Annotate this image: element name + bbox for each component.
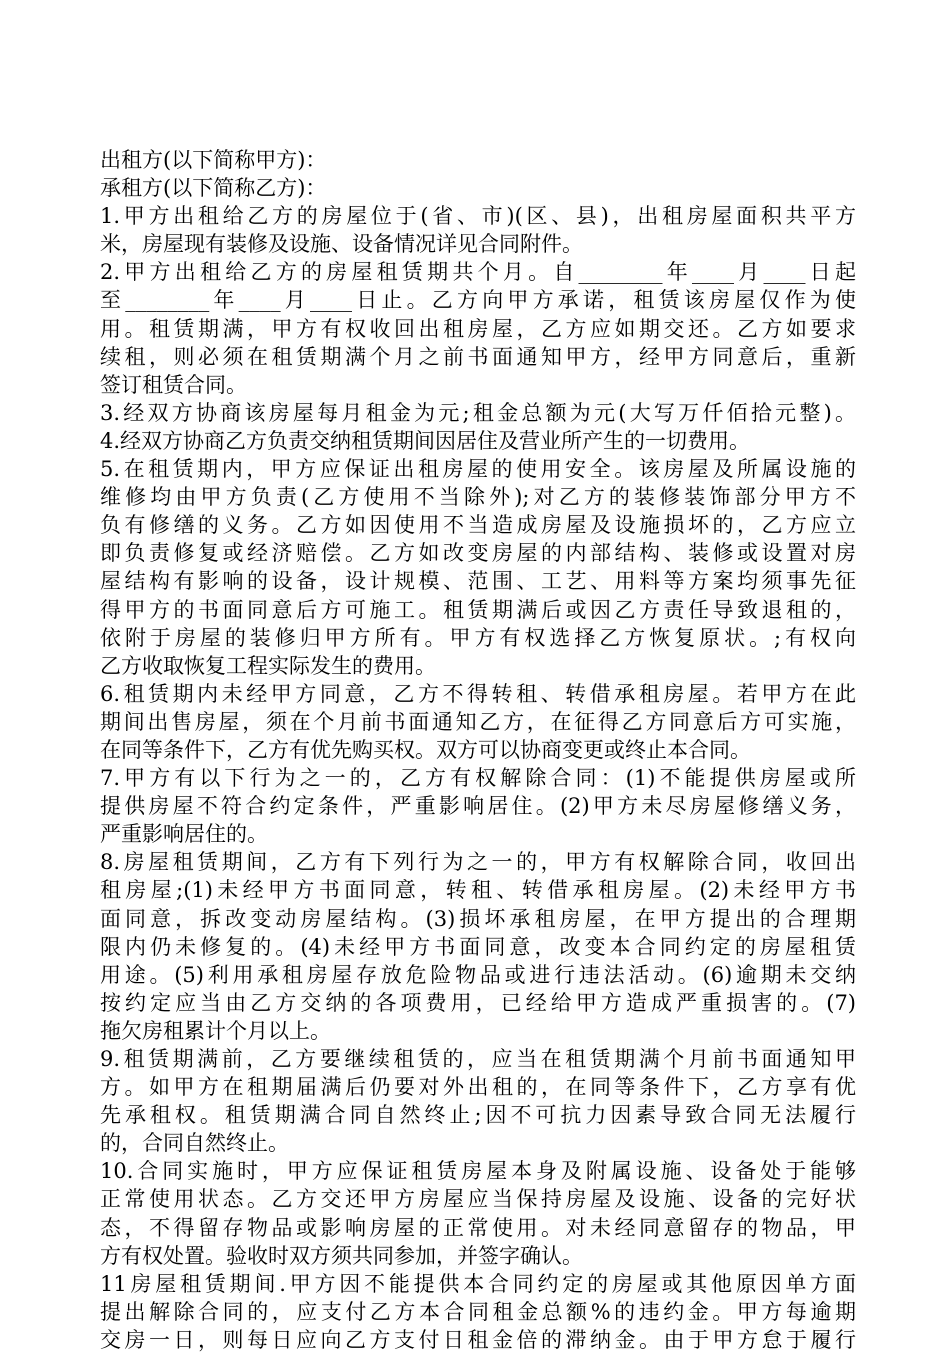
text-line: 租房屋;(1)未经甲方书面同意，转租、转借承租房屋。(2)未经甲方书: [100, 878, 856, 903]
text-line: 先承租权。租赁期满合同自然终止;因不可抗力因素导致合同无法履行: [100, 1103, 856, 1128]
text-line: 乙方收取恢复工程实际发生的费用。: [100, 653, 436, 678]
text-line: 提出解除合同的，应支付乙方本合同租金总额%的违约金。甲方每逾期: [100, 1299, 856, 1324]
text-line: 屋结构有影响的设备，设计规模、范围、工艺、用料等方案均须事先征: [100, 569, 856, 594]
text-line: 签订租赁合同。: [100, 372, 247, 397]
text-line: 依附于房屋的装修归甲方所有。甲方有权选择乙方恢复原状。;有权向: [100, 625, 856, 650]
text-line: 续租，则必须在租赁期满个月之前书面通知甲方，经甲方同意后，重新: [100, 344, 856, 369]
text-line: 提供房屋不符合约定条件，严重影响居住。(2)甲方未尽房屋修缮义务，: [100, 794, 856, 819]
text-line: 限内仍未修复的。(4)未经甲方书面同意，改变本合同约定的房屋租赁: [100, 934, 856, 959]
text-line: 负有修缮的义务。乙方如因使用不当造成房屋及设施损坏的，乙方应立: [100, 513, 856, 538]
text-line: 8.房屋租赁期间，乙方有下列行为之一的，甲方有权解除合同，收回出: [100, 850, 856, 875]
text-line: 正常使用状态。乙方交还甲方房屋应当保持房屋及设施、设备的完好状: [100, 1187, 856, 1212]
text-line: 的，合同自然终止。: [100, 1131, 289, 1156]
text-line: 维修均由甲方负责(乙方使用不当除外);对乙方的装修装饰部分甲方不: [100, 485, 856, 510]
contract-body: [100, 146, 856, 1354]
text-line: 5.在租赁期内，甲方应保证出租房屋的使用安全。该房屋及所属设施的: [100, 457, 856, 482]
text-line: 至________年____月____日止。乙方向甲方承诺，租赁该房屋仅作为使: [100, 288, 856, 313]
text-line: 得甲方的书面同意后方可施工。租赁期满后或因乙方责任导致退租的，: [100, 597, 856, 622]
text-line: 1.甲方出租给乙方的房屋位于(省、市)(区、县)，出租房屋面积共平方: [100, 204, 856, 229]
text-line: 7.甲方有以下行为之一的，乙方有权解除合同：(1)不能提供房屋或所: [100, 766, 856, 791]
text-line: 态，不得留存物品或影响房屋的正常使用。对未经同意留存的物品，甲: [100, 1215, 856, 1240]
text-line: 9.租赁期满前，乙方要继续租赁的，应当在租赁期满个月前书面通知甲: [100, 1047, 856, 1071]
text-line: 3.经双方协商该房屋每月租金为元;租金总额为元(大写万仟佰拾元整)。: [100, 400, 856, 425]
text-line: 严重影响居住的。: [100, 822, 268, 847]
text-line: 2.甲方出租给乙方的房屋租赁期共个月。自________年____月____日起: [100, 260, 856, 285]
text-line: 用。租赁期满，甲方有权收回出租房屋，乙方应如期交还。乙方如要求: [100, 316, 856, 341]
text-line: 10.合同实施时，甲方应保证租赁房屋本身及附属设施、设备处于能够: [100, 1159, 856, 1184]
text-line: 承租方(以下简称乙方)：: [100, 176, 327, 201]
text-line: 期间出售房屋，须在个月前书面通知乙方，在征得乙方同意后方可实施，: [100, 709, 856, 734]
text-line: 米，房屋现有装修及设施、设备情况详见合同附件。: [100, 232, 583, 257]
text-line: 用途。(5)利用承租房屋存放危险物品或进行违法活动。(6)逾期未交纳: [100, 962, 856, 987]
text-line: 11房屋租赁期间.甲方因不能提供本合同约定的房屋或其他原因单方面: [100, 1271, 856, 1296]
text-line: 按约定应当由乙方交纳的各项费用，已经给甲方造成严重损害的。(7): [100, 990, 856, 1015]
text-line: 4.经双方协商乙方负责交纳租赁期间因居住及营业所产生的一切费用。: [100, 428, 751, 453]
text-line: 方有权处置。验收时双方须共同参加，并签字确认。: [100, 1243, 583, 1268]
text-line: 方。如甲方在租期届满后仍要对外出租的，在同等条件下，乙方享有优: [100, 1075, 856, 1100]
text-line: 交房一日，则每日应向乙方支付日租金倍的滞纳金。由于甲方怠于履行: [100, 1327, 856, 1352]
text-line: 拖欠房租累计个月以上。: [100, 1018, 331, 1043]
text-line: 面同意，拆改变动房屋结构。(3)损坏承租房屋，在甲方提出的合理期: [100, 906, 856, 931]
text-line: 出租方(以下简称甲方)：: [100, 148, 327, 172]
text-line: 即负责修复或经济赔偿。乙方如改变房屋的内部结构、装修或设置对房: [100, 541, 856, 566]
text-line: 6.租赁期内未经甲方同意，乙方不得转租、转借承租房屋。若甲方在此: [100, 681, 856, 706]
text-line: 在同等条件下，乙方有优先购买权。双方可以协商变更或终止本合同。: [100, 737, 751, 762]
